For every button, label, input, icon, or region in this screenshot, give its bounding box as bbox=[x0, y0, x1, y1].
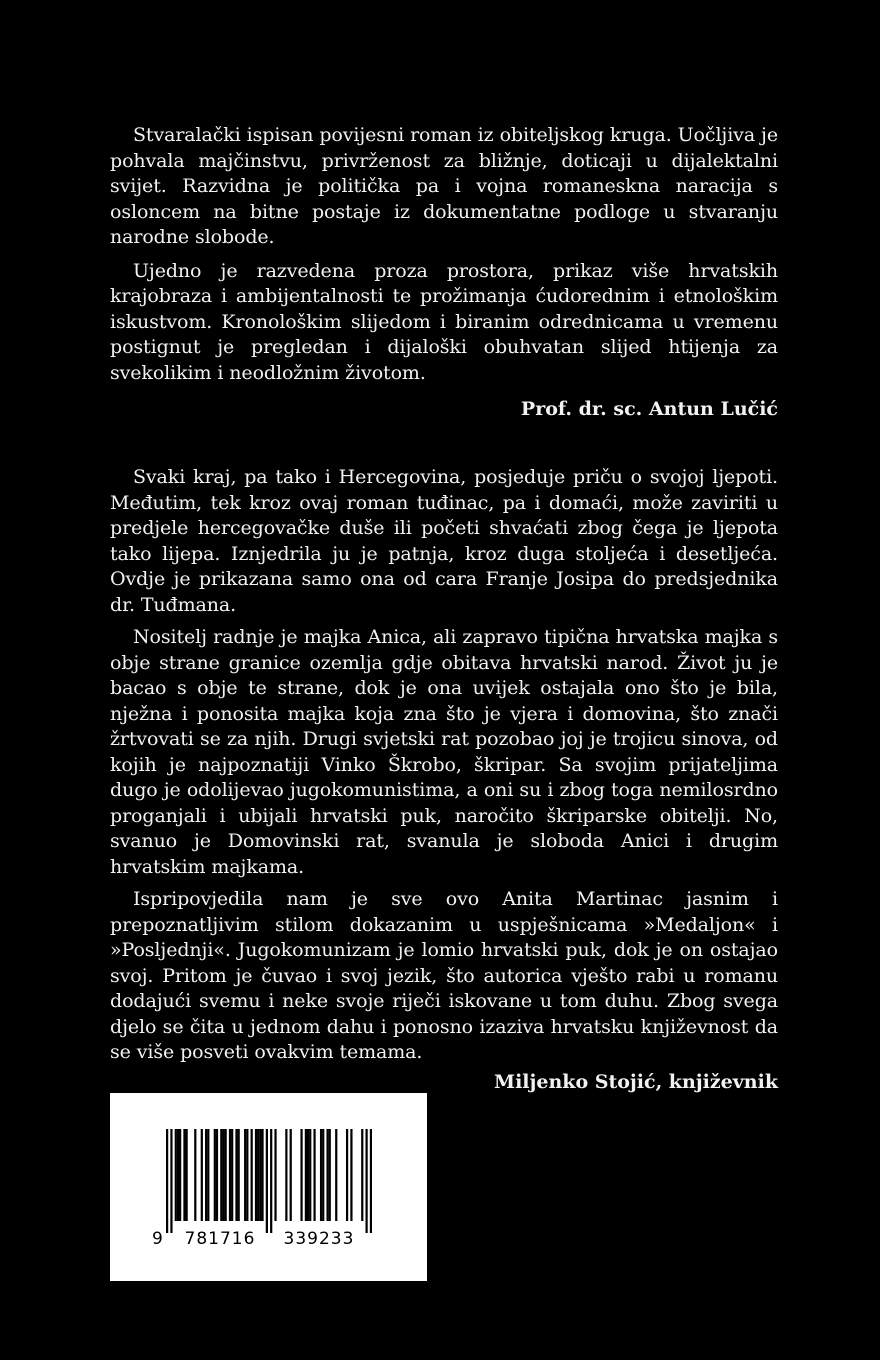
barcode-bar bbox=[238, 1129, 240, 1221]
barcode-bar bbox=[220, 1129, 222, 1221]
barcode-bar bbox=[285, 1129, 287, 1221]
barcode-bars bbox=[166, 1129, 372, 1233]
barcode-bar bbox=[214, 1129, 216, 1221]
barcode-bar bbox=[361, 1129, 363, 1221]
barcode-bar bbox=[257, 1129, 259, 1221]
barcode-bar bbox=[246, 1129, 248, 1221]
isbn-barcode bbox=[110, 1093, 427, 1281]
barcode-bar bbox=[320, 1129, 322, 1221]
review2-paragraph-1: Svaki kraj, pa tako i Hercegovina, posjeduje priču o svojoj ljepoti. Međutim, tek kroz ovaj roman tuđinac, pa i domaći, može zaviriti u predjele hercegovačke duše ili početi shvaćati zbog čega je ljepota tako lijepa. Iznjedrila ju je patnja, kroz duga stoljeća i desetljeća. Ovdje je prikazana samo ona od cara Franje Josipa do predsjednika dr. Tuđmana. bbox=[110, 466, 778, 616]
review-miljenko-stojic bbox=[110, 465, 778, 1066]
barcode-bar bbox=[231, 1129, 233, 1221]
barcode-bar bbox=[300, 1129, 302, 1221]
barcode-first-digit: 9 bbox=[152, 1229, 164, 1249]
barcode-bar bbox=[251, 1129, 253, 1221]
review1-paragraph-1: Stvaralački ispisan povijesni roman iz obiteljskog kruga. Uočljiva je pohvala majčinstvu, privrženost za bližnje, doticaji u dijalektalni svijet. Razvidna je politička pa i vojna romaneskna naracija s osloncem na bitne postaje iz dokumentatne podloge u stvaranju narodne slobode. bbox=[110, 124, 778, 248]
barcode-bar bbox=[194, 1129, 196, 1221]
barcode-bar bbox=[225, 1129, 227, 1221]
barcode-bar bbox=[201, 1129, 203, 1221]
barcode-bar bbox=[329, 1129, 331, 1221]
barcode-bar bbox=[290, 1129, 292, 1221]
barcode-bar bbox=[222, 1129, 224, 1221]
barcode-bar bbox=[175, 1129, 177, 1221]
barcode-bar bbox=[186, 1129, 188, 1221]
review-antun-lucic bbox=[110, 123, 778, 386]
barcode-bar bbox=[322, 1129, 324, 1221]
barcode-bar bbox=[207, 1129, 209, 1221]
barcode-bar bbox=[326, 1129, 328, 1221]
barcode-bar bbox=[255, 1129, 257, 1221]
barcode-bar bbox=[244, 1129, 246, 1221]
barcode-bar bbox=[216, 1129, 218, 1221]
barcode-bar bbox=[229, 1129, 231, 1221]
barcode-bar bbox=[305, 1129, 307, 1221]
review1-paragraph-2: Ujedno je razvedena proza prostora, prikaz više hrvatskih krajobraza i ambijentalnosti te prožimanja ćudorednim i etnološkim iskustvom. Kronološkim slijedom i biranim odrednicama u vremenu postignut je pregledan i dijaloški obuhvatan slijed htijenja za svekolikim i neodložnim životom. bbox=[110, 259, 778, 384]
barcode-bar bbox=[166, 1129, 168, 1233]
barcode-right-group: 339233 bbox=[283, 1229, 355, 1249]
review2-signature: Miljenko Stojić, književnik bbox=[494, 1071, 778, 1093]
barcode-bar bbox=[261, 1129, 263, 1221]
barcode-bar bbox=[335, 1129, 337, 1221]
barcode-digits bbox=[146, 1229, 386, 1255]
barcode-bar bbox=[346, 1129, 348, 1221]
barcode-bar bbox=[350, 1129, 352, 1221]
barcode-bar bbox=[270, 1129, 272, 1233]
barcode-bar bbox=[259, 1129, 261, 1221]
barcode-bar bbox=[266, 1129, 268, 1233]
barcode-bar bbox=[274, 1129, 276, 1221]
barcode-bar bbox=[183, 1129, 185, 1221]
review2-paragraph-3: Ispripovjedila nam je sve ovo Anita Martinac jasnim i prepoznatljivim stilom dokazanim u uspješnicama »Medaljon« i »Posljednji«. Jugokomunizam je lomio hrvatski puk, dok je on ostajao svoj. Pritom je čuvao i svoj jezik, što autorica vješto rabi u romanu dodajući svemu i neke svoje riječi iskovane u tom duhu. Zbog svega djelo se čita u jednom dahu i ponosno izaziva hrvatsku književnost da se više posveti ovakvim temama. bbox=[110, 888, 778, 1063]
barcode-left-group: 781716 bbox=[184, 1229, 256, 1249]
barcode-bar bbox=[309, 1129, 311, 1221]
barcode-bar bbox=[179, 1129, 181, 1221]
review1-signature: Prof. dr. sc. Antun Lučić bbox=[520, 398, 778, 420]
barcode-bar bbox=[170, 1129, 172, 1233]
review2-paragraph-2: Nositelj radnje je majka Anica, ali zapravo tipična hrvatska majka s obje strane granice ozemlja gdje obitava hrvatski narod. Život ju je bacao s obje te strane, dok je ona uvijek ostajala ono što je bila, nježna i ponosita majka koja zna što je vjera i domovina, što znači žrtvovati se za njih. Drugi svjetski rat pozobao joj je trojicu sinova, od kojih je najpoznatiji Vinko Škrobo, škripar. Sa svojim prijateljima dugo je odolijevao jugokomunistima, a oni su i zbog toga nemilosrdno proganjali i ubijali hrvatski puk, naročito škriparske obitelji. No, svanuo je Domovinski rat, svanula je sloboda Anici i drugim hrvatskim majkama. bbox=[110, 626, 778, 878]
barcode-bar bbox=[205, 1129, 207, 1221]
barcode-bar bbox=[365, 1129, 367, 1233]
barcode-bar bbox=[313, 1129, 315, 1221]
barcode-bar bbox=[370, 1129, 372, 1233]
barcode-bar bbox=[177, 1129, 179, 1221]
barcode-bar bbox=[307, 1129, 309, 1221]
barcode-bar bbox=[235, 1129, 237, 1221]
